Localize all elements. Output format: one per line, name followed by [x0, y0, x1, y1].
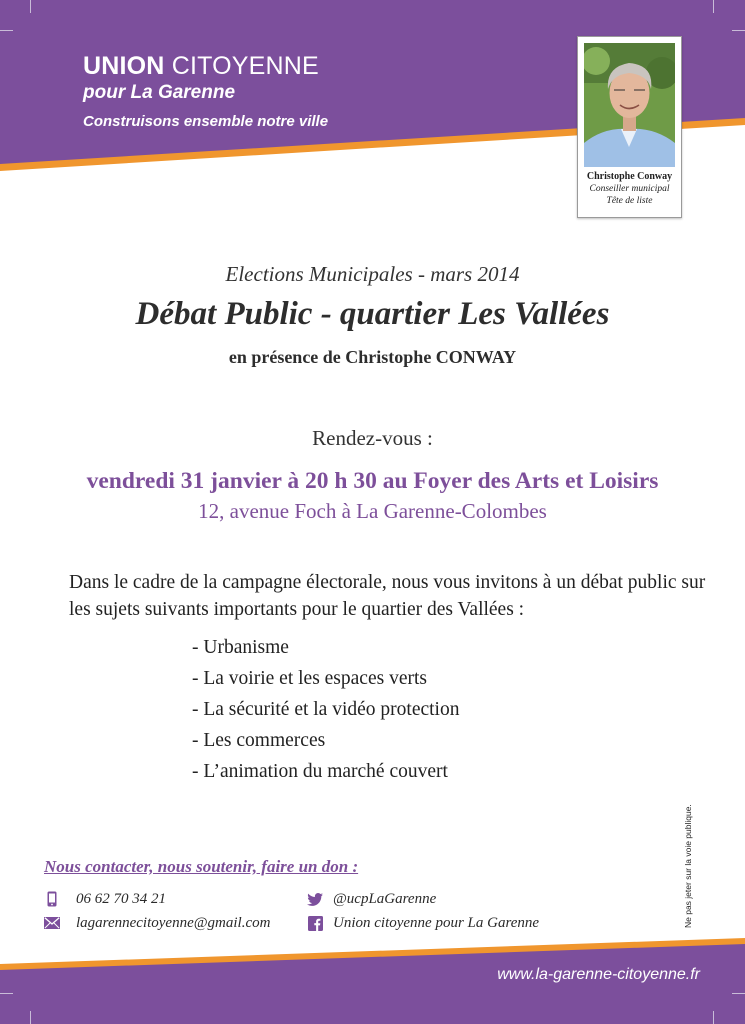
contact-facebook[interactable] [307, 914, 539, 932]
email-address: lagarennecitoyenne@gmail.com [76, 914, 271, 931]
brand-name [83, 52, 328, 80]
candidate-role-2: Tête de liste [606, 196, 653, 206]
crop-mark [713, 1011, 714, 1024]
brand-name-light: CITOYENNE [171, 52, 319, 80]
contact-title: Nous contacter, nous soutenir, faire un don : [44, 857, 359, 876]
topics-list [192, 635, 459, 790]
twitter-handle: @ucpLaGarenne [333, 890, 437, 907]
candidate-name: Christophe Conway [586, 171, 673, 182]
contact-twitter[interactable] [307, 890, 436, 908]
event-title: Débat Public - quartier Les Vallées [135, 296, 610, 332]
twitter-icon [307, 891, 323, 907]
list-item: - Urbanisme [192, 637, 289, 658]
event-address: 12, avenue Foch à La Garenne-Colombes [198, 499, 547, 523]
event-presence: en présence de Christophe CONWAY [228, 347, 517, 367]
list-item: - La voirie et les espaces verts [192, 668, 427, 689]
facebook-page: Union citoyenne pour La Garenne [333, 914, 540, 931]
crop-mark [713, 0, 714, 13]
list-item: - L’animation du marché couvert [192, 761, 448, 782]
brand-logo [83, 52, 328, 136]
candidate-card [577, 36, 682, 218]
list-item: - Les commerces [192, 730, 326, 751]
event-datetime: vendredi 31 janvier à 20 h 30 au Foyer des Arts et Loisirs [86, 468, 659, 494]
website-link[interactable]: www.la-garenne-citoyenne.fr [497, 966, 700, 983]
rdv-label: Rendez-vous : [312, 426, 433, 450]
list-item: - La sécurité et la vidéo protection [192, 699, 460, 720]
mail-icon [44, 915, 60, 931]
candidate-role: Conseiller municipal [589, 184, 670, 194]
crop-mark [732, 993, 745, 994]
crop-mark [0, 993, 13, 994]
phone-number: 06 62 70 34 21 [76, 890, 166, 907]
phone-icon [44, 891, 60, 907]
brand-place: pour La Garenne [83, 82, 236, 103]
brand-name-bold: UNION [83, 52, 165, 80]
event-subtitle: Elections Municipales - mars 2014 [225, 262, 520, 286]
brand-tagline: Construisons ensemble notre ville [83, 113, 329, 130]
contact-phone[interactable] [44, 890, 166, 908]
crop-mark [732, 30, 745, 31]
contact-email[interactable] [44, 914, 270, 932]
crop-mark [0, 30, 13, 31]
candidate-caption [578, 171, 681, 207]
crop-mark [30, 1011, 31, 1024]
candidate-photo [584, 43, 675, 167]
facebook-icon [307, 915, 323, 931]
intro-paragraph: Dans le cadre de la campagne électorale, nous vous invitons à un débat public sur les sujets suivants importants pour le quartier des Vallées : [69, 572, 706, 620]
crop-mark [30, 0, 31, 13]
side-note: Ne pas jeter sur la voie publique. [683, 804, 693, 928]
